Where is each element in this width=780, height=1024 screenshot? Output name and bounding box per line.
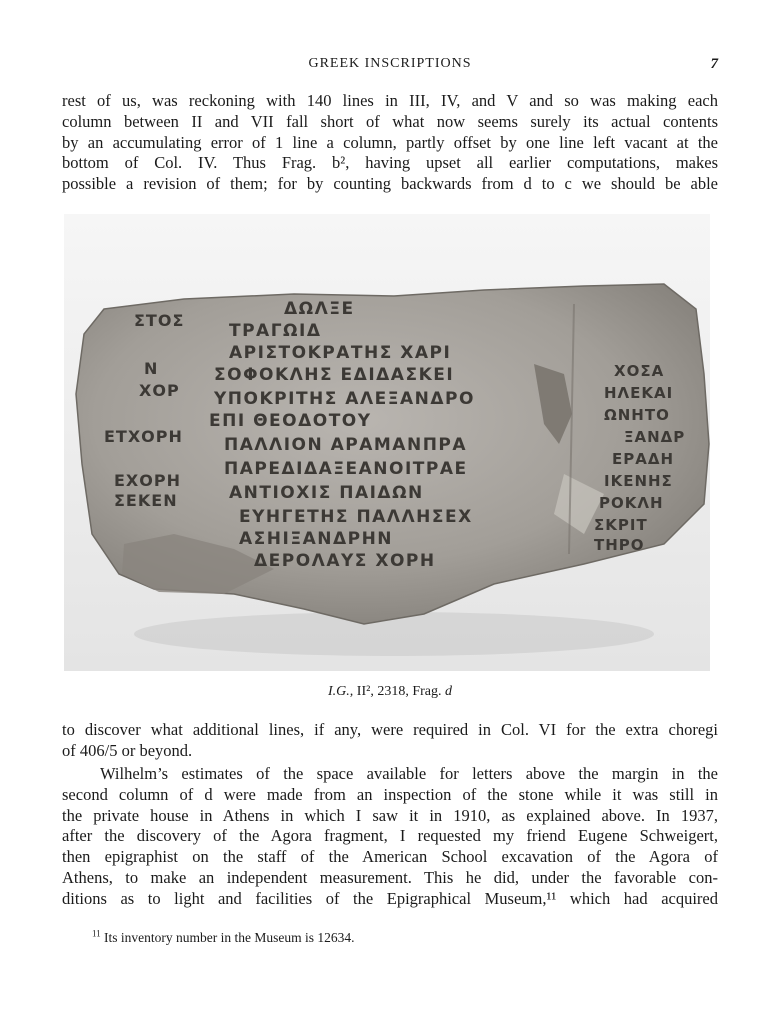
left-column-line: ΣΕΚΕΝ bbox=[114, 491, 178, 510]
right-column-line: ΡΟΚΛΗ bbox=[599, 494, 664, 512]
inscription-line: ΠΑΡΕΔΙΔΑΞΕΑΝΟΙΤΡΑΕ bbox=[224, 459, 468, 479]
inscription-line: ΕΥΗΓΕΤΗΣ ΠΑΛΛΗΣΕΧ bbox=[239, 507, 473, 527]
running-header bbox=[62, 56, 718, 76]
left-column-line: ΕΧΟΡΗ bbox=[114, 471, 181, 490]
stone-fragment-image bbox=[64, 214, 710, 671]
right-column-line: ΤΗΡΟ bbox=[594, 536, 645, 554]
text-line: rest of us, was reckoning with 140 lines in III, IV, and V and so was making each bbox=[62, 91, 718, 110]
inscription-line: ΣΟΦΟΚΛΗΣ ΕΔΙΔΑΣΚΕΙ bbox=[214, 365, 455, 385]
footnote-marker: 11 bbox=[92, 928, 101, 939]
text-line: second column of d were made from an inspection of the stone while it was still in bbox=[62, 784, 718, 804]
text-line: to discover what additional lines, if any, were required in Col. VI for the extra choregi bbox=[62, 720, 718, 739]
right-column-line: ΞΑΝΔΡ bbox=[624, 428, 686, 446]
paragraph-1 bbox=[62, 91, 718, 195]
inscription-line: ΠΑΛΛΙΟΝ ΑΡΑΜΑΝΠΡΑ bbox=[224, 435, 468, 455]
text-line: bottom of Col. IV. Thus Frag. b², having upset all earlier computations, makes bbox=[62, 153, 718, 173]
caption-reference: I.G., bbox=[328, 684, 354, 699]
paragraph-2 bbox=[62, 720, 718, 762]
text-line: Wilhelm’s estimates of the space available for letters above the margin in the bbox=[100, 764, 718, 783]
caption-fragment: d bbox=[444, 684, 452, 699]
text-line: ditions as to light and facilities of the Epigraphical Museum,¹¹ which had acquired bbox=[62, 888, 718, 908]
text-line: possible a revision of them; for by counting backwards from d to c we should be able bbox=[62, 174, 718, 194]
right-column-line: ΣΚΡΙΤ bbox=[594, 516, 648, 534]
text-line: after the discovery of the Agora fragment, I requested my friend Eugene Schweigert, bbox=[62, 826, 718, 846]
inscription-line: ΥΠΟΚΡΙΤΗΣ ΑΛΕΞΑΝΔΡΟ bbox=[214, 389, 475, 409]
text-line: Athens, to make an independent measurement. This he did, under the favorable con- bbox=[62, 867, 718, 887]
footnote bbox=[92, 930, 355, 946]
text-line: by an accumulating error of 1 line a column, partly offset by one line left vacant at the bbox=[62, 132, 718, 152]
left-column-line: ΕΤΧΟΡΗ bbox=[104, 427, 183, 446]
text-line: the private house in Athens in which I saw it in 1910, as explained above. In 1937, bbox=[62, 805, 718, 825]
inscription-line: ΤΡΑΓΩΙΔ bbox=[229, 321, 322, 341]
inscription-line: ΑΡΙΣΤΟΚΡΑΤΗΣ ΧΑΡΙ bbox=[229, 343, 452, 363]
text-line: of 406/5 or beyond. bbox=[62, 740, 193, 760]
right-column-line: ΩΝΗΤΟ bbox=[604, 406, 670, 424]
page-number: 7 bbox=[710, 56, 718, 72]
right-column-line: ΧΟΣΑ bbox=[614, 362, 665, 380]
running-title: GREEK INSCRIPTIONS bbox=[308, 56, 472, 71]
left-column-line: ΧΟΡ bbox=[139, 381, 180, 400]
right-column-line: ΙΚΕΝΗΣ bbox=[604, 472, 673, 490]
inscription-line: ΑΝΤΙΟΧΙΣ ΠΑΙΔΩΝ bbox=[229, 483, 424, 503]
right-column-line: ΕΡΑΔΗ bbox=[612, 450, 675, 468]
inscription-line: ΑΣΗΙΞΑΝΔΡΗΝ bbox=[239, 529, 394, 549]
footnote-text: Its inventory number in the Museum is 12634. bbox=[100, 930, 355, 945]
right-column-line: ΗΛΕΚΑΙ bbox=[604, 384, 674, 402]
left-column-line: ΣΤΟΣ bbox=[134, 311, 185, 330]
inscription-line: ΕΠΙ ΘΕΟΔΟΤΟΥ bbox=[209, 411, 372, 431]
inscription-photo bbox=[64, 214, 710, 671]
left-column-line: Ν bbox=[144, 359, 159, 378]
figure-caption bbox=[62, 684, 718, 700]
inscription-line: ΔΕΡΟΛΑΥΣ ΧΟΡΗ bbox=[254, 551, 436, 571]
text-line: column between II and VII fall short of what now seems surely its actual contents bbox=[62, 111, 718, 131]
inscription-line: ΔΩΛΞΕ bbox=[284, 299, 355, 319]
paragraph-3 bbox=[62, 764, 718, 910]
caption-text: II², 2318, Frag. bbox=[353, 684, 445, 699]
text-line: then epigraphist on the staff of the American School excavation of the Agora of bbox=[62, 847, 718, 867]
